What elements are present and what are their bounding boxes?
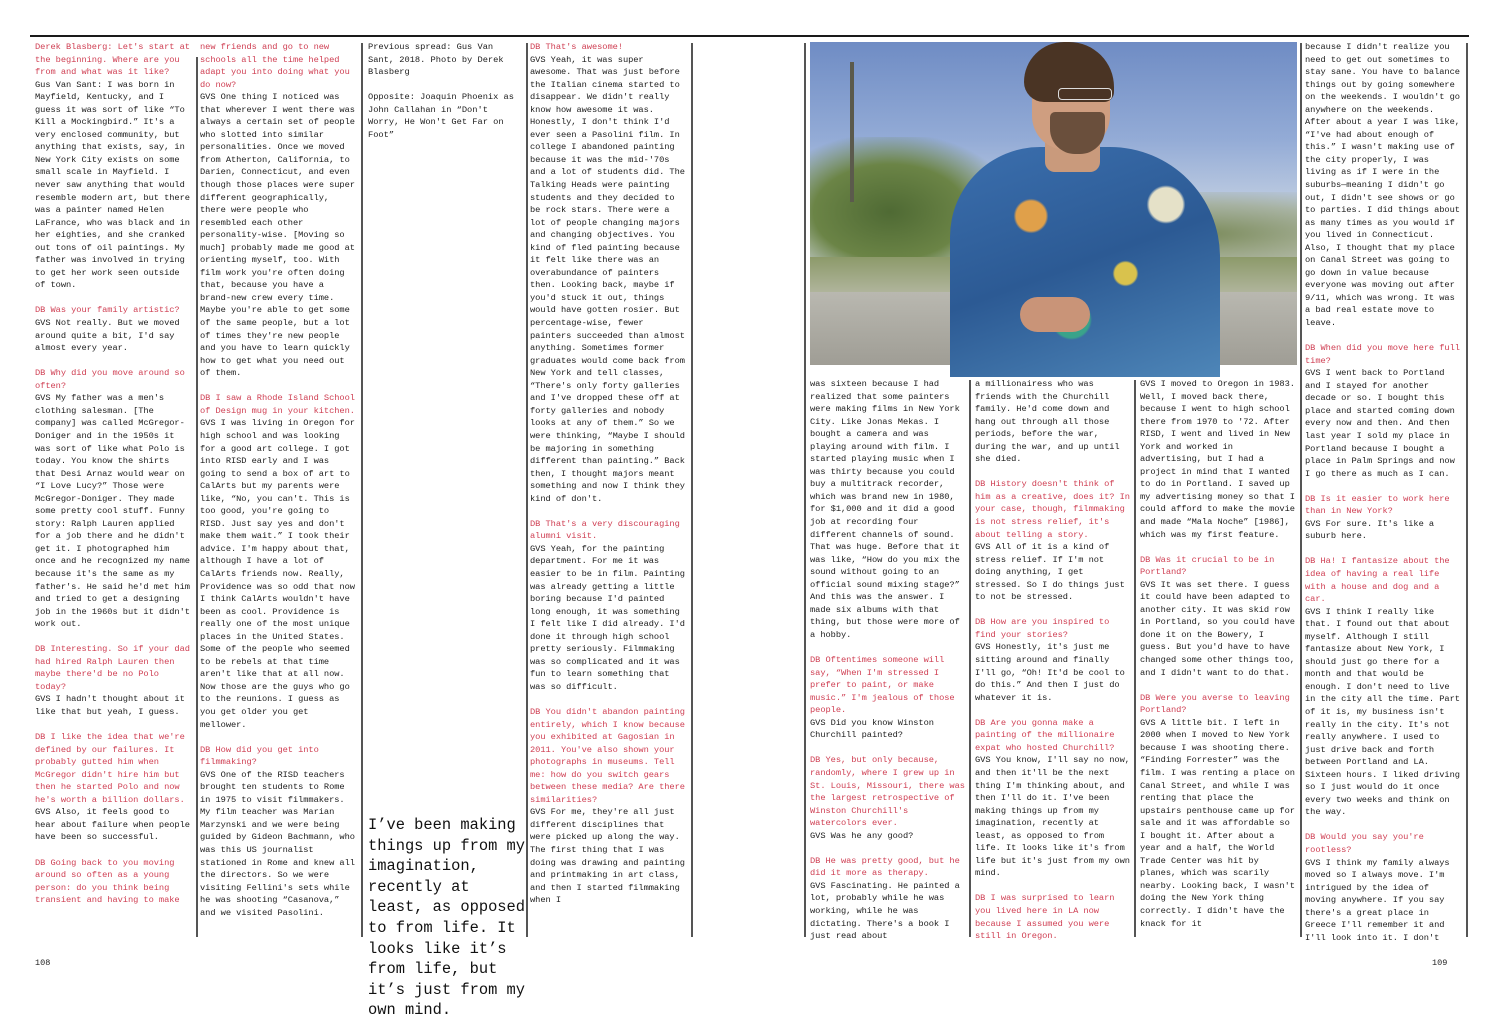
interview-question: DB How did you get into filmmaking? bbox=[200, 744, 319, 768]
interview-question: DB Oftentimes someone will say, “When I'm stressed I prefer to paint, or make music.” I'm jealous of those people. bbox=[810, 655, 955, 716]
interview-question: DB When did you move here full time? bbox=[1305, 343, 1460, 366]
interview-answer: GVS Fascinating. He painted a lot, probably while he was working, while he was dictating. There's a book I just read about bbox=[810, 880, 960, 942]
interview-question: DB How are you inspired to find your stories? bbox=[975, 617, 1110, 640]
interview-question: DB That's a very discouraging alumni visit. bbox=[530, 518, 680, 542]
interview-question: DB Would you say you're rootless? bbox=[1305, 832, 1424, 855]
interview-question: DB That's awesome! bbox=[530, 42, 623, 52]
interview-question: DB He was pretty good, but he did it more as therapy. bbox=[810, 855, 960, 879]
interview-question: new friends and go to new schools all the time helped adapt you into doing what you do now? bbox=[200, 42, 350, 90]
interview-question: DB Is it easier to work here than in New York? bbox=[1305, 493, 1450, 517]
column-rule bbox=[361, 43, 363, 937]
caption-previous-spread: Previous spread: Gus Van Sant, 2018. Photo by Derek Blasberg bbox=[368, 42, 504, 78]
column-rule bbox=[526, 43, 528, 937]
column-rule bbox=[804, 43, 806, 937]
interview-answer: GVS One thing I noticed was that wherever I went there was always a certain set of people who slotted into similar personalities. Once we moved from Atherton, California, to Darien, Connecticut, and even though those places were super different geographically, there were people who resembled each other personality-wise. [Moving so much] probably made me good at orienting myself, too. With film work you're often doing that, because you have a brand-new crew every time. Maybe you're able to get some of the same people, but a lot of times they're new people and you have to learn quickly how to get what you need out of them. bbox=[200, 92, 355, 379]
interview-answer: GVS Yeah, it was super awesome. That was just before the Italian cinema started to disappear. We didn't really know how awesome it was. Honestly, I don't think I'd ever seen a Pasolini film. In college I abandoned painting because it was the mid-'70s and a lot of students did. The Talking Heads were painting students and they decided to be rock stars. There were a lot of people changing majors and changing objectives. You kind of fled painting because it felt like there was an overabundance of painters then. Looking back, maybe if you'd stuck it out, things would have gotten rosier. But percentage-wise, fewer painters succeeded than almost anything. Sometimes former graduates would come back from New York and tell classes, “There's only forty galleries and I've dropped these off at forty galleries and nobody looks at any of them.” So we were thinking, “Maybe I should be majoring in something different than painting.” Back then, I thought majors meant something and now I think they kind of don't. bbox=[530, 54, 685, 504]
interview-answer: GVS For me, they're all just different disciplines that were picked up along the way. The first thing that I was doing was drawing and painting and printmaking in art class, and then I started filmmaking when I bbox=[530, 807, 685, 906]
interview-question: DB I was surprised to learn you lived here in LA now because I assumed you were still in Oregon. bbox=[975, 893, 1115, 942]
interview-column-8 bbox=[1305, 41, 1465, 943]
page-number-right: 109 bbox=[1432, 958, 1448, 968]
top-rule bbox=[30, 35, 1469, 37]
interview-answer: GVS Also, it feels good to hear about failure when people have been so successful. bbox=[35, 807, 190, 843]
pull-quote: I’ve been making things up from my imagination, recently at least, as opposed to from life. It looks like it’s from life, but it’s just from my own mind. bbox=[368, 816, 526, 1020]
page-number-left: 108 bbox=[35, 958, 51, 968]
caption-opposite: Opposite: Joaquin Phoenix as John Callahan in “Don't Worry, He Won't Get Far on Foot” bbox=[368, 92, 514, 140]
interview-answer: GVS Honestly, it's just me sitting around and finally I'll go, “Oh! It'd be cool to do this.” And then I just do whatever it is. bbox=[975, 642, 1125, 703]
palm-tree bbox=[850, 62, 854, 202]
interview-answer: GVS For sure. It's like a suburb here. bbox=[1305, 518, 1435, 542]
column-rule bbox=[1300, 43, 1302, 937]
interview-column-1 bbox=[35, 41, 195, 937]
interview-answer: GVS You know, I'll say no now, and then it'll be the next thing I'm thinking about, and then I'll do it. I've been making things up from my imagination, recently at least, as opposed to from life. It looks like it's from life but it's just from my own mind. bbox=[975, 755, 1130, 879]
column-rule bbox=[691, 43, 693, 937]
interview-answer: GVS I hadn't thought about it like that but yeah, I guess. bbox=[35, 694, 185, 717]
interview-column-4 bbox=[530, 41, 690, 937]
interview-answer: GVS I went back to Portland and I stayed for another decade or so. I bought this place and started coming down every now and then. And then last year I sold my place in Portland because I bought a place in Palm Springs and now I go there as much as I can. bbox=[1305, 368, 1455, 479]
interview-answer: GVS Yeah, for the painting department. For me it was easier to be in film. Painting was already getting a little boring because I'd painted long enough, it was something I felt like I did already. I'd done it through high school pretty seriously. Filmmaking was so complicated and it was fun to learn something that was so difficult. bbox=[530, 543, 685, 692]
interview-question: Derek Blasberg: Let's start at the beginning. Where are you from and what was it like? bbox=[35, 42, 190, 78]
interview-question: DB Ha! I fantasize about the idea of having a real life with a house and dog and a car. bbox=[1305, 556, 1450, 605]
interview-answer: GVS I was living in Oregon for high school and was looking for a good art college. I got into RISD early and I was going to send a box of art to CalArts but my parents were like, “No, you can't. This is too good, you're going to RISD. Just say yes and don't make them wait.” I took their advice. I'm happy about that, although I have a lot of CalArts friends now. Really, Providence was so odd that now I think CalArts wouldn't have been as cool. Providence is really one of the most unique places in the United States. Some of the people who seemed to be rebels at that time aren't like that at all now. Now those are the guys who go to the reunions. I guess as you get older you get mellower. bbox=[200, 418, 355, 730]
interview-answer: GVS Not really. But we moved around quite a bit, I'd say almost every year. bbox=[35, 318, 180, 354]
interview-question: DB I like the idea that we're defined by our failures. It probably gutted him when McGregor didn't hire him but then he started Polo and now he's worth a billion dollars. bbox=[35, 732, 185, 805]
interview-answer: GVS My father was a men's clothing salesman. [The company] was called McGregor-Doniger and in the 1950s it was sort of like what Polo is today. You know the shirts that Desi Arnaz would wear on “I Love Lucy?” Those were McGregor-Doniger. They made some pretty cool stuff. Funny story: Ralph Lauren applied for a job there and he didn't get it. I photographed him once and he recognized my name because it's the same as my father's. He said he'd met him and tried to get a designing job in the 1960s but it didn't work out. bbox=[35, 393, 190, 630]
interview-answer: GVS I moved to Oregon in 1983. Well, I moved back there, because I went to high school there from 1970 to '72. After RISD, I went and lived in New York and worked in advertising, but I had a project in mind that I wanted to do in Portland. I saved up my advertising money so that I could afford to make the movie and made “Mala Noche” [1986], which was my first feature. bbox=[1140, 379, 1295, 540]
glasses bbox=[1058, 88, 1112, 100]
interview-column-2 bbox=[200, 41, 360, 937]
interview-question: DB Going back to you moving around so often as a young person: do you think being transient and having to make bbox=[35, 857, 180, 906]
interview-question: DB Yes, but only because, randomly, where I grew up in St. Louis, Missouri, there was the largest retrospective of Winston Churchill's watercolors ever. bbox=[810, 755, 965, 829]
interview-answer: GVS Did you know Winston Churchill painted? bbox=[810, 717, 934, 741]
photo-caption bbox=[368, 41, 523, 154]
interview-question: DB History doesn't think of him as a creative, does it? In your case, though, filmmaking is not stress relief, it's about telling a story. bbox=[975, 479, 1130, 540]
interview-answer: GVS A little bit. I left in 2000 when I moved to New York because I was shooting there. “Finding Forrester” was the film. I was renting a place on Canal Street, and while I was renting that place the upstairs penthouse came up for sale and it was affordable so I bought it. After about a year and a half, the World Trade Center was hit by planes, which was scarily nearby. Looking back, I wasn't doing the New York thing correctly. I didn't have the knack for it bbox=[1140, 717, 1295, 929]
interview-column-6 bbox=[975, 378, 1135, 942]
interview-question: DB You didn't abandon painting entirely, which I know because you exhibited at Gagosian in 2011. You've also shown your photographs in museums. Tell me: how do you switch gears between these media? Are there similarities? bbox=[530, 706, 685, 805]
interview-answer: a millionairess who was friends with the Churchill family. He'd come down and hang out through all those periods, before the war, during the war, and up until she died. bbox=[975, 379, 1120, 465]
column-rule bbox=[1466, 43, 1468, 937]
interview-question: DB Interesting. So if your dad had hired Ralph Lauren then maybe there'd be no Polo today? bbox=[35, 644, 190, 692]
interview-question: DB Was your family artistic? bbox=[35, 305, 180, 316]
interview-question: DB Are you gonna make a painting of the millionaire expat who hosted Churchill? bbox=[975, 717, 1115, 753]
shirt bbox=[950, 147, 1220, 377]
interview-answer: Gus Van Sant: I was born in Mayfield, Kentucky, and I guess it was sort of like “To Kill a Mockingbird.” It's a very enclosed community, but anything that exists, say, in New York City exists on some small scale in Mayfield. I never saw anything that would resemble modern art, but there was a painter named Helen LaFrance, who was black and in her eighties, and she cranked out tons of oil paintings. My father was involved in trying to get her work seen outside of town. bbox=[35, 79, 190, 291]
interview-answer: GVS Was he any good? bbox=[810, 830, 914, 841]
interview-answer: GVS One of the RISD teachers brought ten students to Rome in 1975 to visit filmmakers. My film teacher was Marian Marzynski and we were being guided by Gideon Bachmann, who was this US journalist stationed in Rome and knew all the directors. So we were visiting Fellini's sets while he was shooting “Casanova,” and we visited Pasolini. bbox=[200, 769, 355, 918]
interview-question: DB Were you averse to leaving Portland? bbox=[1140, 692, 1290, 716]
column-rule bbox=[196, 57, 198, 937]
interview-answer: was sixteen because I had realized that some painters were making films in New York City. Like Jonas Mekas. I bought a camera and was playing around with film. I started playing music when I was thirty because you could buy a multitrack recorder, which was brand new in 1980, for $1,000 and it did a good job at recording four different channels of sound. That was huge. Before that it was like, “How do you mix the sound without going to an official sound mixing stage?” And this was the answer. I made six albums with that thing, but those were more of a hobby. bbox=[810, 379, 960, 640]
interview-question: DB Was it crucial to be in Portland? bbox=[1140, 554, 1275, 578]
interview-question: DB Why did you move around so often? bbox=[35, 368, 185, 391]
interview-column-5 bbox=[810, 378, 970, 942]
interview-answer: GVS It was set there. I guess it could have been adapted to another city. It was skid row in Portland, so you could have done it on the Bowery, I guess. But you'd have to have changed some other things too, and I didn't want to do that. bbox=[1140, 579, 1295, 678]
interview-answer: because I didn't realize you need to get out sometimes to stay sane. You have to balance things out by going somewhere on the weekends. I wouldn't go anywhere on the weekends. After about a year I was like, “I've had about enough of this.” I wasn't making use of the city properly, I was living as if I were in the suburbs—meaning I didn't go out, I didn't see shows or go to parties. I did things about as many times as you would if you lived in Connecticut. Also, I thought that my place on Canal Street was going to go down in value because everyone was moving out after 9/11, which was wrong. It was a bad real estate move to leave. bbox=[1305, 42, 1460, 329]
film-still-photo bbox=[810, 42, 1297, 365]
interview-answer: GVS I think I really like that. I found out that about myself. Although I still fantasize about New York, I should just go there for a month and that would be enough. I don't need to live in the city all the time. Part of it is, my business isn't really in the city. It's not really anywhere. I used to just drive back and forth between Portland and LA. Sixteen hours. I liked driving so I just would do it once every two weeks and think on the way. bbox=[1305, 606, 1460, 818]
interview-answer: GVS I think my family always moved so I always move. I'm intrigued by the idea of moving anywhere. If you say there's a great place in Greece I'll remember it and I'll look into it. I don't bbox=[1305, 857, 1450, 943]
interview-column-7 bbox=[1140, 378, 1300, 937]
interview-answer: GVS All of it is a kind of stress relief. If I'm not doing anything, I get stressed. So I do things just to not be stressed. bbox=[975, 542, 1125, 603]
hands bbox=[1020, 297, 1090, 332]
interview-question: DB I saw a Rhode Island School of Design mug in your kitchen. bbox=[200, 393, 355, 416]
